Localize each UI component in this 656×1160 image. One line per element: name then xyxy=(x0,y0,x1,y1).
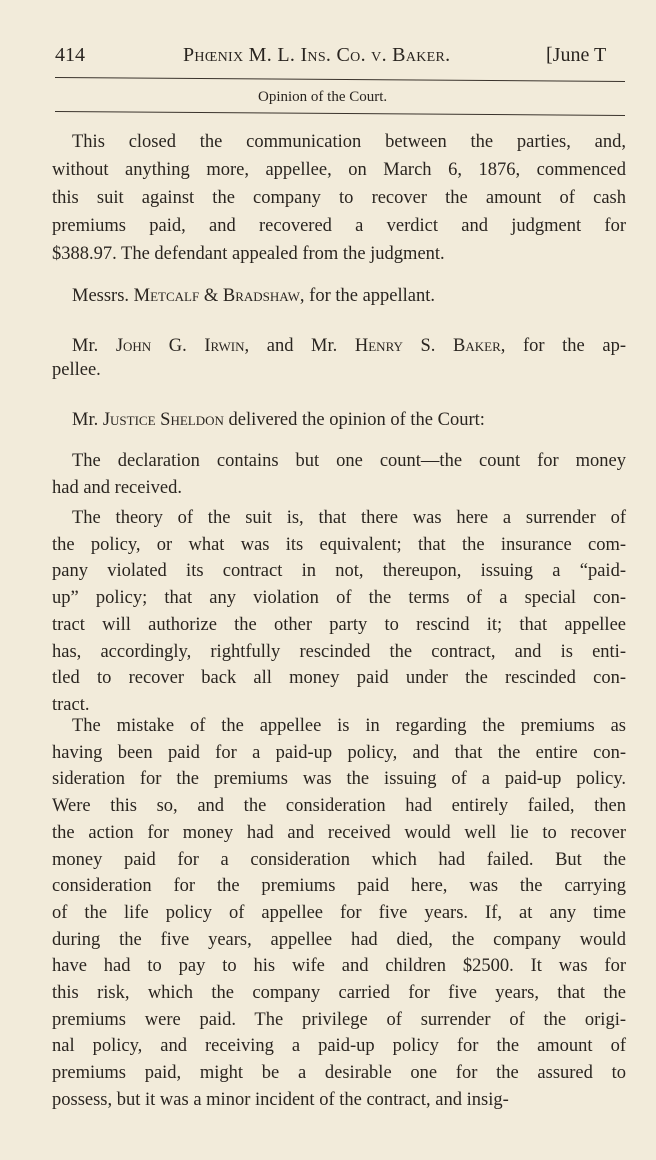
text-segment: premiums paid, might be a desirable one for the assured to xyxy=(52,1063,626,1084)
paragraph xyxy=(52,505,626,719)
text-line xyxy=(52,793,626,820)
text-segment: the action for money had and received would well lie to recover xyxy=(52,822,626,843)
text-segment: Mr. xyxy=(72,336,116,356)
text-segment: up” policy; that any violation of the terms of a special con- xyxy=(52,588,626,609)
paragraph xyxy=(52,713,626,1114)
name-smallcaps: John G. Irwin xyxy=(115,336,245,356)
text-segment: delivered the opinion of the Court: xyxy=(223,410,485,430)
text-segment: this suit against the company to recover the amount of cash xyxy=(52,188,626,208)
subtitle-rule xyxy=(55,111,625,116)
text-line xyxy=(52,128,626,156)
text-line xyxy=(52,1007,626,1034)
text-segment: has, accordingly, rightfully rescinded the contract, and is enti- xyxy=(52,641,626,662)
text-line xyxy=(52,900,626,927)
text-line xyxy=(52,927,626,954)
header-rule xyxy=(55,77,625,82)
term-label: [June T xyxy=(546,44,607,66)
text-line xyxy=(52,283,626,310)
text-line xyxy=(52,980,626,1007)
text-segment: Messrs. xyxy=(72,286,134,306)
text-segment: , for the ap- xyxy=(500,336,627,356)
text-segment: nal policy, and receiving a paid-up policy for the amount of xyxy=(52,1036,626,1057)
text-segment: had and received. xyxy=(52,477,182,498)
running-title: Phœnix M. L. Ins. Co. v. Baker. xyxy=(183,44,451,66)
text-segment: The theory of the suit is, that there was here a surrender of xyxy=(72,508,626,528)
text-segment: , for the appellant. xyxy=(299,286,436,306)
text-segment: Mr. xyxy=(72,410,103,430)
text-line xyxy=(52,156,626,184)
text-segment: during the five years, appellee had died, the company would xyxy=(52,929,626,950)
text-line xyxy=(52,1060,626,1087)
text-segment: this risk, which the company carried for five years, that the xyxy=(52,983,626,1004)
text-line xyxy=(52,407,626,434)
text-segment: money paid for a consideration which had failed. But the xyxy=(52,849,626,870)
text-segment: have had to pay to his wife and children $2500. It was for xyxy=(52,956,626,977)
text-line xyxy=(52,713,626,740)
text-line xyxy=(52,558,626,585)
text-segment: Were this so, and the consideration had entirely failed, then xyxy=(52,796,626,817)
section-subtitle: Opinion of the Court. xyxy=(258,89,388,105)
text-line xyxy=(52,847,626,874)
text-segment: , and Mr. xyxy=(244,336,355,356)
text-segment: consideration for the premiums paid here, was the carrying xyxy=(52,876,626,897)
text-segment: The declaration contains but one count—the count for money xyxy=(72,451,626,471)
text-segment: tract will authorize the other party to rescind it; that appellee xyxy=(52,614,626,635)
text-segment: premiums were paid. The privilege of surrender of the origi- xyxy=(52,1009,626,1030)
text-segment: This closed the communication between the parties, and, xyxy=(72,132,626,152)
text-segment: tled to recover back all money paid under the rescinded con- xyxy=(52,668,626,689)
text-segment: premiums paid, and recovered a verdict and judgment for xyxy=(52,216,626,236)
text-line xyxy=(52,358,626,382)
text-segment: sideration for the premiums was the issuing of a paid-up policy. xyxy=(52,769,626,790)
text-line xyxy=(52,505,626,532)
text-line xyxy=(52,740,626,767)
text-segment: the policy, or what was its equivalent; that the insurance com- xyxy=(52,534,626,555)
text-line xyxy=(52,612,626,639)
name-smallcaps: Justice Sheldon xyxy=(102,410,224,430)
text-segment: possess, but it was a minor incident of the contract, and insig- xyxy=(52,1089,509,1110)
text-line xyxy=(52,766,626,793)
text-line xyxy=(52,212,626,240)
text-segment: pany violated its contract in not, thereupon, issuing a “paid- xyxy=(52,561,626,582)
text-segment: tract. xyxy=(52,694,90,715)
text-segment: $388.97. The defendant appealed from the judgment. xyxy=(52,244,445,264)
paragraph xyxy=(52,448,626,501)
name-smallcaps: Metcalf & Bradshaw xyxy=(133,286,300,306)
text-line xyxy=(52,665,626,692)
text-segment: The mistake of the appellee is in regarding the premiums as xyxy=(72,716,626,736)
text-line xyxy=(52,475,626,502)
text-segment: without anything more, appellee, on March 6, 1876, commenced xyxy=(52,160,626,180)
text-line xyxy=(52,448,626,475)
paragraph xyxy=(52,407,626,434)
paragraph xyxy=(52,334,626,382)
text-line xyxy=(52,532,626,559)
name-smallcaps: Henry S. Baker xyxy=(354,336,501,356)
paragraph xyxy=(52,128,626,268)
text-line xyxy=(52,334,626,358)
page-number: 414 xyxy=(55,44,85,66)
text-line xyxy=(52,585,626,612)
text-segment: having been paid for a paid-up policy, and that the entire con- xyxy=(52,742,626,763)
text-line xyxy=(52,240,626,268)
paragraph xyxy=(52,283,626,310)
text-line xyxy=(52,1033,626,1060)
text-line xyxy=(52,820,626,847)
text-segment: of the life policy of appellee for five years. If, at any time xyxy=(52,902,626,923)
text-line xyxy=(52,873,626,900)
text-line xyxy=(52,1087,626,1114)
text-line xyxy=(52,639,626,666)
text-line xyxy=(52,184,626,212)
text-line xyxy=(52,953,626,980)
text-segment: pellee. xyxy=(52,360,101,380)
